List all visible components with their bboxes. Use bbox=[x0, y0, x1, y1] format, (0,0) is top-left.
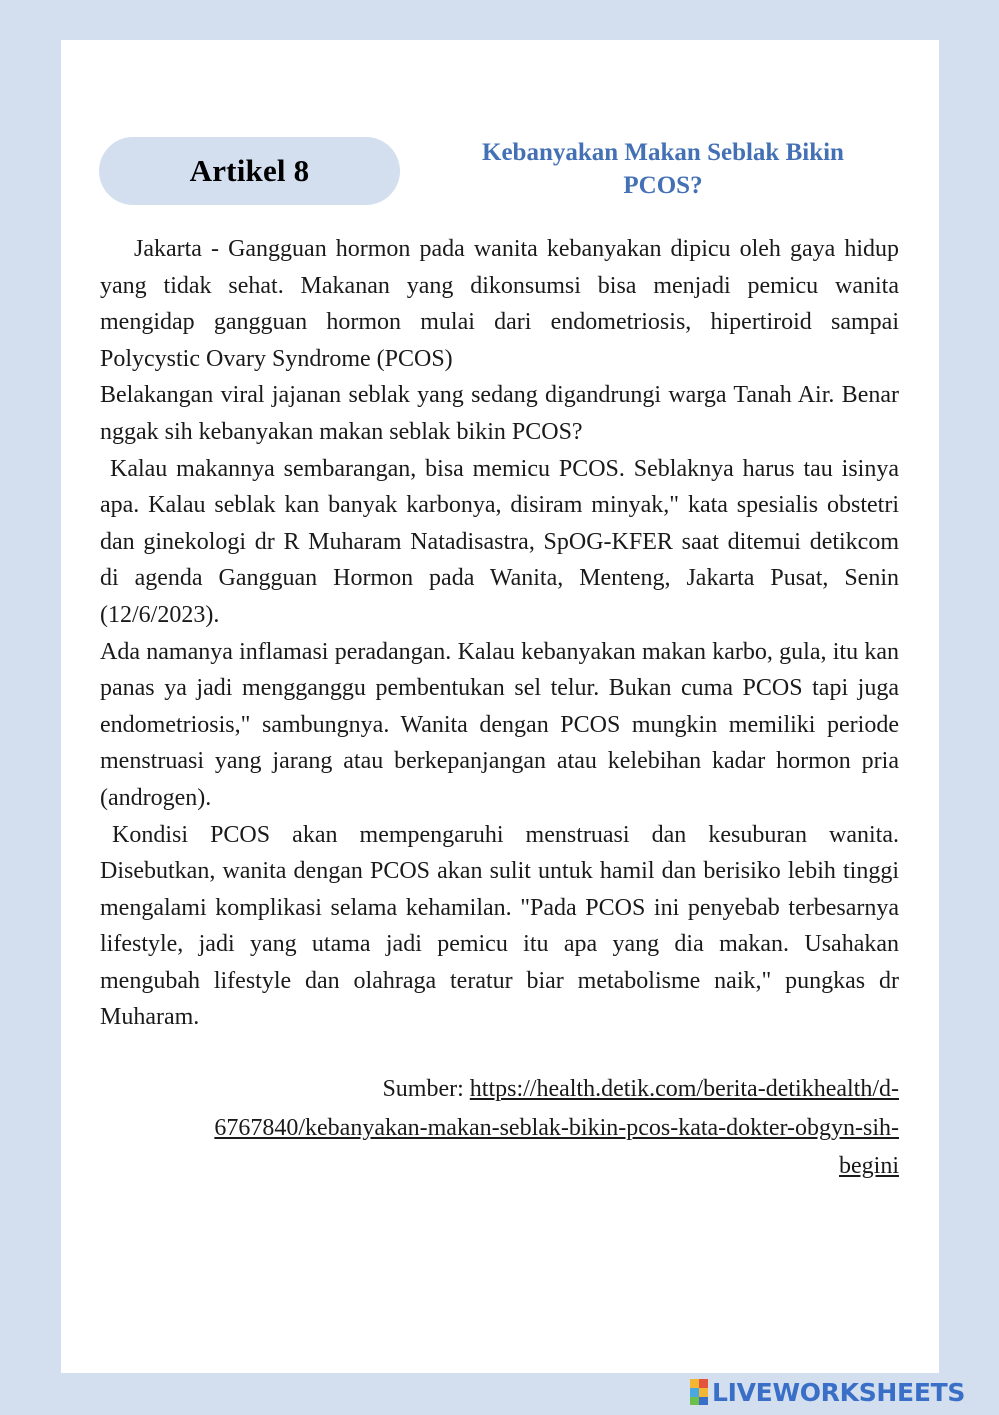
article-body bbox=[100, 231, 899, 1036]
paragraph-4: Ada namanya inflamasi peradangan. Kalau kebanyakan makan karbo, gula, itu kan panas ya jadi mengganggu pembentukan sel telur. Bukan cuma PCOS tapi juga endometriosis," sambungnya. Wanita dengan PCOS mungkin memiliki periode menstruasi yang jarang atau berkepanjangan atau kelebihan kadar hormon pria (androgen). bbox=[100, 638, 899, 811]
brand-name: LIVEWORKSHEETS bbox=[712, 1377, 966, 1407]
article-title: Kebanyakan Makan Seblak Bikin PCOS? bbox=[482, 139, 844, 199]
paragraph-5: Kondisi PCOS akan mempengaruhi menstruasi dan kesuburan wanita. Disebutkan, wanita dengan PCOS akan sulit untuk hamil dan berisiko lebih tinggi mengalami komplikasi selama kehamilan. "Pada PCOS ini penyebab terbesarnya lifestyle, jadi yang utama jadi pemicu itu apa yang dia makan. Usahakan mengubah lifestyle dan olahraga teratur biar metabolisme naik," pungkas dr Muharam. bbox=[100, 821, 899, 1031]
paragraph-2: Belakangan viral jajanan seblak yang sedang digandrungi warga Tanah Air. Benar nggak sih kebanyakan makan seblak bikin PCOS? bbox=[100, 382, 899, 445]
article-label: Artikel 8 bbox=[189, 153, 310, 188]
liveworksheets-brand bbox=[690, 1375, 965, 1409]
source-citation bbox=[100, 1070, 899, 1186]
source-link[interactable]: https://health.detik.com/berita-detikhealth/d- 6767840/kebanyakan-makan-seblak-bikin-pcos-kata-dokter-obgyn-sih- begini bbox=[214, 1076, 899, 1179]
paragraph-3: Kalau makannya sembarangan, bisa memicu PCOS. Seblaknya harus tau isinya apa. Kalau seblak kan banyak karbonya, disiram minyak," kata spesialis obstetri dan ginekologi dr R Muharam Natadisastra, SpOG-KFER saat ditemui detikcom di agenda Gangguan Hormon pada Wanita, Menteng, Jakarta Pusat, Senin (12/6/2023). bbox=[100, 455, 899, 628]
source-label: Sumber: bbox=[382, 1076, 470, 1102]
paragraph-1: Jakarta - Gangguan hormon pada wanita kebanyakan dipicu oleh gaya hidup yang tidak sehat. Makanan yang dikonsumsi bisa menjadi pemicu wanita mengidap gangguan hormon mulai dari endometriosis, hipertiroid sampai Polycystic Ovary Syndrome (PCOS) bbox=[100, 236, 899, 372]
liveworksheets-logo-icon bbox=[690, 1379, 708, 1405]
article-label-pill bbox=[99, 137, 400, 205]
